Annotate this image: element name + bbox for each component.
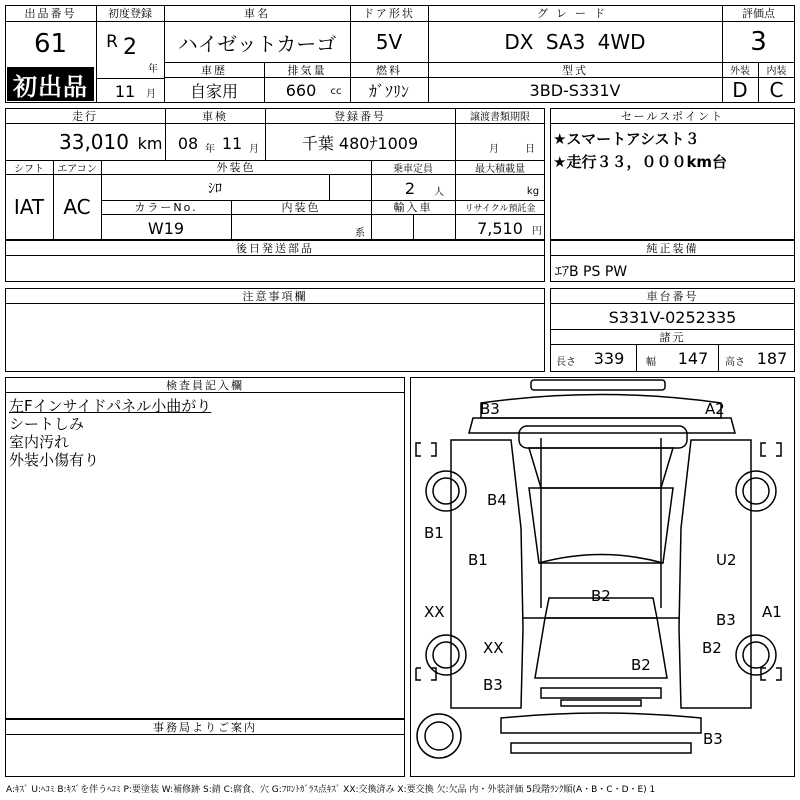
first-reg-year: 2 <box>123 34 137 60</box>
displacement: 660 <box>285 80 317 100</box>
transfer-day-unit: 日 <box>525 143 535 155</box>
inspection-month: 11 <box>221 133 243 153</box>
era: R <box>106 32 118 52</box>
inspector-label: 検査員記入欄 <box>5 377 405 393</box>
history: 自家用 <box>189 81 238 101</box>
chassis-label: 車台番号 <box>550 288 795 304</box>
ext-score: D <box>732 78 748 102</box>
vehicle-diagram <box>410 377 795 777</box>
notes-label: 注意事項欄 <box>5 288 545 304</box>
first-reg-month: 11 <box>114 81 136 101</box>
inspector-line-1: 左Fインサイドパネル小曲がり <box>9 397 212 415</box>
model-label: 型式 <box>428 62 722 78</box>
color: ｼﾛ <box>208 180 222 197</box>
divider <box>96 78 164 79</box>
office-label: 事務局よりご案内 <box>5 719 405 735</box>
damage-code: A1 <box>762 603 782 621</box>
capacity-label: 乗車定員 <box>371 160 455 175</box>
damage-code: B3 <box>703 730 723 748</box>
mileage: 33,010 <box>59 130 129 154</box>
sales-point-2: ★走行３３，０００km台 <box>553 153 728 171</box>
damage-code: A2 <box>705 400 725 418</box>
lot-no: 61 <box>33 29 68 59</box>
inspection-year: 08 <box>177 133 199 153</box>
dims-label: 諸元 <box>550 329 795 345</box>
length: 339 <box>593 348 625 368</box>
interior-color-unit: 系 <box>355 227 365 239</box>
fuel: ｶﾞｿﾘﾝ <box>368 81 409 101</box>
recycle-unit: 円 <box>532 225 542 237</box>
damage-code: B3 <box>480 400 500 418</box>
displacement-label: 排気量 <box>264 62 350 78</box>
divider <box>636 345 637 372</box>
lot-no-label: 出品番号 <box>5 5 96 22</box>
later-parts-label: 後日発送部品 <box>5 240 545 256</box>
damage-code: B1 <box>468 551 488 569</box>
ac: AC <box>63 195 91 219</box>
int-label: 内装 <box>758 62 795 78</box>
year-unit: 年 <box>148 63 158 75</box>
door: 5V <box>375 30 403 54</box>
transfer-label: 譲渡書類期限 <box>455 108 545 124</box>
inspection-year-unit: 年 <box>205 143 215 155</box>
inspector-line-4: 外装小傷有り <box>9 451 100 469</box>
capacity: 2 <box>404 178 416 198</box>
damage-code: B2 <box>702 639 722 657</box>
ext-label: 外装 <box>722 62 758 78</box>
damage-code: B2 <box>631 656 651 674</box>
transfer-month-unit: 月 <box>489 143 499 155</box>
car-name-label: 車名 <box>164 5 350 22</box>
damage-code: B3 <box>483 676 503 694</box>
vehicle-outline <box>411 378 794 776</box>
grade-label: グレード <box>428 5 722 22</box>
inspection-month-unit: 月 <box>249 143 259 155</box>
damage-code: B2 <box>591 587 611 605</box>
load-label: 最大積載量 <box>455 160 545 175</box>
capacity-unit: 人 <box>434 186 444 198</box>
int-score: C <box>769 78 784 102</box>
shift-label: シフト <box>5 160 53 175</box>
recycle: 7,510 <box>477 218 523 238</box>
score-label: 評価点 <box>722 5 795 22</box>
shoppin-badge: 初出品 <box>7 67 94 101</box>
interior-color-label: 内装色 <box>231 200 371 215</box>
first-reg-label: 初度登録 <box>96 5 164 22</box>
equipment-value: ｴｱB PS PW <box>555 264 628 280</box>
height: 187 <box>756 348 788 368</box>
inspector-line-3: 室内汚れ <box>9 433 70 451</box>
damage-code: B1 <box>424 524 444 542</box>
displacement-unit: cc <box>330 85 342 97</box>
score: 3 <box>750 27 767 57</box>
damage-code: XX <box>483 639 504 657</box>
width-label: 幅 <box>646 356 656 368</box>
sales-points-label: セールスポイント <box>550 108 795 124</box>
chassis-value: S331V-0252335 <box>608 307 737 327</box>
color-no: W19 <box>147 218 185 238</box>
damage-code: XX <box>424 603 445 621</box>
color-label: 外装色 <box>101 160 371 175</box>
month-unit: 月 <box>146 88 156 100</box>
divider <box>718 345 719 372</box>
sales-point-1: ★スマートアシスト３ <box>553 130 700 148</box>
equipment-label: 純正装備 <box>550 240 795 256</box>
plate: 千葉 480ﾅ1009 <box>301 133 419 153</box>
import-label: 輸入車 <box>371 200 455 215</box>
mileage-unit: km <box>137 133 163 153</box>
load-unit: kg <box>526 185 540 197</box>
door-label: ドア形状 <box>350 5 428 22</box>
width: 147 <box>677 348 709 368</box>
fuel-label: 燃料 <box>350 62 428 78</box>
color-no-label: カラーNo. <box>101 200 231 215</box>
inspector-line-2: シートしみ <box>9 415 85 433</box>
shift: IAT <box>13 195 45 219</box>
inspection-label: 車検 <box>165 108 265 124</box>
divider <box>413 215 414 240</box>
damage-code: U2 <box>716 551 737 569</box>
history-label: 車歴 <box>164 62 264 78</box>
length-label: 長さ <box>556 356 576 368</box>
damage-code: B3 <box>716 611 736 629</box>
car-name: ハイゼットカーゴ <box>177 31 337 56</box>
ac-label: エアコン <box>53 160 101 175</box>
model: 3BD-S331V <box>529 80 621 100</box>
damage-code: B4 <box>487 491 507 509</box>
mileage-label: 走行 <box>5 108 165 124</box>
divider <box>329 175 330 200</box>
plate-label: 登録番号 <box>265 108 455 124</box>
grade: DX SA3 4WD <box>504 30 646 54</box>
recycle-label: リサイクル預託金 <box>455 200 545 215</box>
legend: A:ｷｽﾞ U:ﾍｺﾐ B:ｷｽﾞを伴うﾍｺﾐ P:要塗装 W:補修跡 S:錆 C:腐食、穴 G:ﾌﾛﾝﾄｶﾞﾗｽ点ｷｽﾞ XX:交換済み X:要交換 欠:欠品 内・外装評価 5段階ﾗﾝｸ順(A・B・C・D・E) 1 <box>6 785 656 795</box>
height-label: 高さ <box>725 356 745 368</box>
